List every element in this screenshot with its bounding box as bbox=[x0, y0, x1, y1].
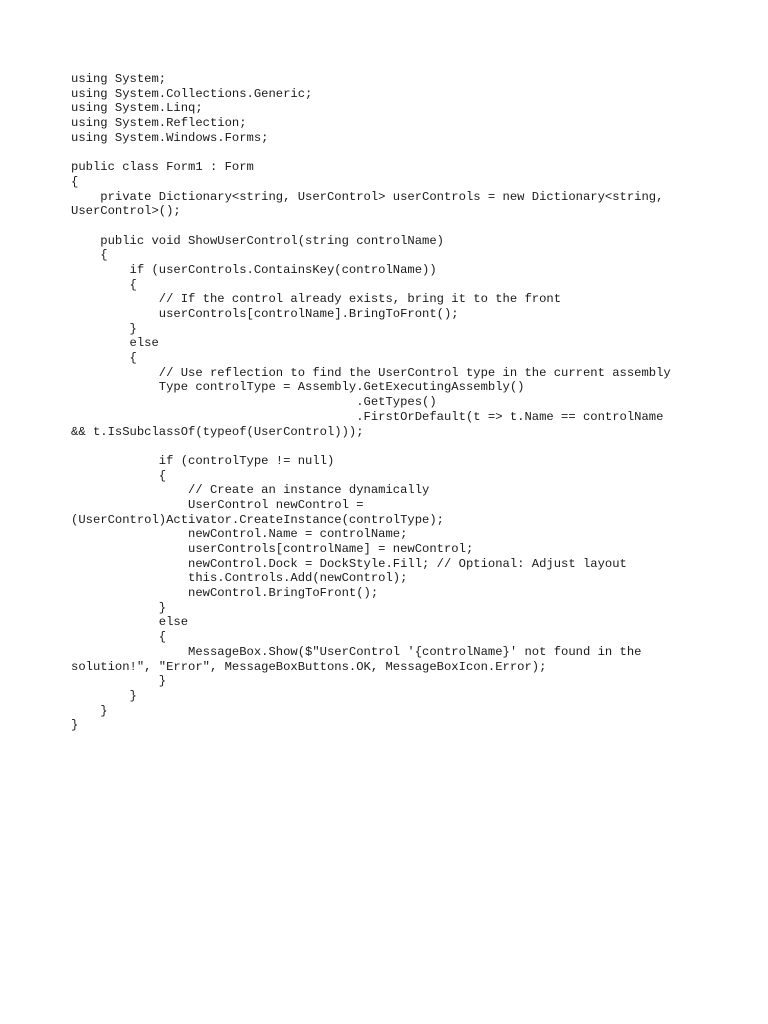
code-line: } bbox=[71, 600, 167, 615]
code-line: userControls[controlName].BringToFront(); bbox=[71, 307, 459, 321]
code-line: // Create an instance dynamically bbox=[71, 483, 430, 498]
code-line: newControl.Dock = DockStyle.Fill; // Optional: Adjust layout bbox=[71, 556, 627, 571]
code-line: UserControl>(); bbox=[71, 204, 181, 219]
code-line: userControls[controlName] = newControl; bbox=[71, 542, 474, 556]
code-line: // If the control already exists, bring it to the front bbox=[71, 292, 562, 307]
code-line: public class Form1 : Form bbox=[71, 160, 254, 175]
code-line: } bbox=[71, 718, 79, 733]
code-line: private Dictionary<string, UserControl> userControls = new Dictionary<string, bbox=[71, 189, 664, 204]
code-line: Type controlType = Assembly.GetExecutingAssembly() bbox=[71, 380, 525, 395]
code-block bbox=[71, 72, 731, 733]
code-line: newControl.Name = controlName; bbox=[71, 527, 408, 542]
code-line: using System.Reflection; bbox=[71, 116, 247, 131]
code-line: { bbox=[71, 174, 79, 189]
code-line: && t.IsSubclassOf(typeof(UserControl))); bbox=[71, 424, 364, 439]
code-line: using System.Windows.Forms; bbox=[71, 130, 269, 145]
code-line: using System.Linq; bbox=[71, 101, 203, 116]
code-line: { bbox=[71, 248, 108, 263]
code-line: public void ShowUserControl(string controlName) bbox=[71, 233, 444, 248]
code-line: { bbox=[71, 351, 137, 366]
code-line: } bbox=[71, 674, 167, 689]
code-line: using System; bbox=[71, 72, 167, 86]
code-line: (UserControl)Activator.CreateInstance(controlType); bbox=[71, 512, 444, 527]
code-line: newControl.BringToFront(); bbox=[71, 586, 379, 601]
code-line: if (userControls.ContainsKey(controlName)) bbox=[71, 262, 437, 277]
code-line: // Use reflection to find the UserControl type in the current assembly bbox=[71, 365, 671, 380]
code-line: { bbox=[71, 468, 167, 483]
code-line: UserControl newControl = bbox=[71, 497, 364, 512]
code-line: .GetTypes() bbox=[71, 395, 437, 410]
code-line bbox=[71, 439, 731, 454]
code-line: } bbox=[71, 321, 137, 336]
code-line: using System.Collections.Generic; bbox=[71, 86, 313, 101]
code-line bbox=[71, 219, 731, 234]
code-line: } bbox=[71, 703, 108, 718]
code-line: this.Controls.Add(newControl); bbox=[71, 571, 408, 586]
code-line: { bbox=[71, 277, 137, 292]
code-line: } bbox=[71, 688, 137, 703]
code-line: { bbox=[71, 630, 167, 645]
code-line: else bbox=[71, 615, 189, 630]
code-line: .FirstOrDefault(t => t.Name == controlName bbox=[71, 409, 664, 424]
code-line: solution!", "Error", MessageBoxButtons.OK, MessageBoxIcon.Error); bbox=[71, 659, 547, 674]
code-line: else bbox=[71, 336, 159, 351]
code-line: MessageBox.Show($"UserControl '{controlName}' not found in the bbox=[71, 644, 642, 659]
code-line bbox=[71, 145, 731, 160]
code-line: if (controlType != null) bbox=[71, 453, 335, 468]
